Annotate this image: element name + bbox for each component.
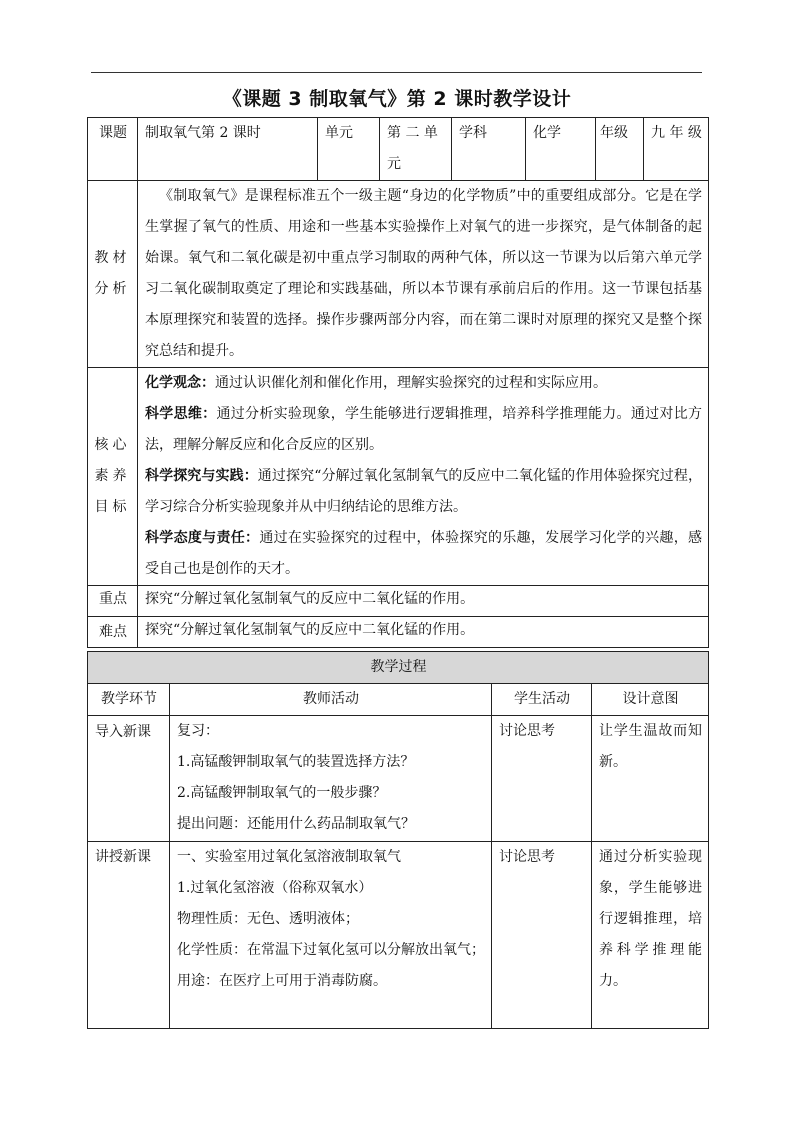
goal-item: 科学探究与实践：通过探究“分解过氧化氢制氧气的反应中二氧化锰的作用体验探究过程，学习综合分析实验现象并从中归纳结论的思维方法。: [145, 468, 703, 515]
column-stage: 教学环节: [88, 684, 170, 716]
label-difficulty: 难点: [88, 617, 138, 648]
goal-item: 化学观念：通过认识催化剂和催化作用，理解实验探究的过程和实际应用。: [145, 375, 607, 391]
key-point-text: 探究“分解过氧化氢制氧气的反应中二氧化锰的作用。: [138, 586, 709, 617]
student-cell: 讨论思考: [492, 842, 592, 1029]
student-cell: 讨论思考: [492, 716, 592, 842]
column-student: 学生活动: [492, 684, 592, 716]
info-row-difficulty: [88, 617, 709, 648]
unit-value: 第 二 单 元: [380, 118, 452, 181]
label-key-point: 重点: [88, 586, 138, 617]
difficulty-text: 探究“分解过氧化氢制氧气的反应中二氧化锰的作用。: [138, 617, 709, 648]
label-subject: 学科: [452, 118, 526, 181]
label-analysis: 教材分析: [88, 181, 138, 368]
teacher-line: 物理性质：无色、透明液体；: [177, 911, 359, 927]
info-row-key-point: [88, 586, 709, 617]
teacher-line: 用途：在医疗上可用于消毒防腐。: [177, 973, 387, 989]
header-rule: [91, 72, 702, 73]
process-columns-row: [88, 684, 709, 716]
stage-cell: 讲授新课: [88, 842, 170, 1029]
teacher-line: 1.过氧化氢溶液（俗称双氧水）: [177, 880, 373, 896]
subject-value: 化学: [526, 118, 596, 181]
analysis-text: 《制取氧气》是课程标准五个一级主题“身边的化学物质”中的重要组成部分。它是在学生掌握了氧气的性质、用途和一些基本实验操作上对氧气的进一步探究，是气体制备的起始课。氧气和二氧化碳是初中重点学习制取的两种气体，所以这一节课为以后第六单元学习二氧化碳制取奠定了理论和实践基础，所以本节课有承前启后的作用。这一节课包括基本原理探究和装置的选择。操作步骤两部分内容，而在第二课时对原理的探究又是整个探究总结和提升。: [138, 181, 709, 368]
goal-item: 科学思维：通过分析实验现象，学生能够进行逻辑推理，培养科学推理能力。通过对比方法，理解分解反应和化合反应的区别。: [145, 406, 703, 453]
goal-item: 科学态度与责任：通过在实验探究的过程中，体验探究的乐趣，发展学习化学的兴趣，感受自己也是创作的天才。: [145, 530, 703, 577]
column-intent: 设计意图: [592, 684, 709, 716]
teacher-line: 2.高锰酸钾制取氧气的一般步骤？: [177, 785, 387, 801]
topic-value: 制取氧气第 2 课时: [138, 118, 318, 181]
teacher-line: 1.高锰酸钾制取氧气的装置选择方法？: [177, 754, 415, 770]
intent-cell: 通过分析实验现象，学生能够进行逻辑推理，培养科学推理能力。: [592, 842, 709, 1029]
teacher-line: 提出问题：还能用什么药品制取氧气？: [177, 816, 415, 832]
info-table: [87, 117, 709, 648]
info-row-basic: [88, 118, 709, 181]
teacher-cell: [170, 842, 492, 1029]
process-header: 教学过程: [88, 652, 709, 684]
label-goals: 核心素养目标: [88, 368, 138, 586]
info-row-goals: [88, 368, 709, 586]
process-row-lecture: [88, 842, 709, 1029]
teacher-line: 一、实验室用过氧化氢溶液制取氧气: [177, 849, 401, 865]
column-teacher: 教师活动: [170, 684, 492, 716]
process-row-intro: [88, 716, 709, 842]
label-unit: 单元: [318, 118, 380, 181]
document-title: 《课题 3 制取氧气》第 2 课时教学设计: [222, 88, 572, 110]
intent-cell: 让学生温故而知新。: [592, 716, 709, 842]
process-table: [87, 651, 709, 1029]
teacher-cell: [170, 716, 492, 842]
teacher-line: 化学性质：在常温下过氧化氢可以分解放出氧气；: [177, 942, 485, 958]
stage-cell: 导入新课: [88, 716, 170, 842]
teacher-line: 复习：: [177, 723, 219, 739]
label-topic: 课题: [88, 118, 138, 181]
goals-cell: [138, 368, 709, 586]
label-grade: 年级: [596, 118, 644, 181]
grade-value: 九 年 级: [644, 118, 709, 181]
info-row-analysis: [88, 181, 709, 368]
process-header-row: [88, 652, 709, 684]
